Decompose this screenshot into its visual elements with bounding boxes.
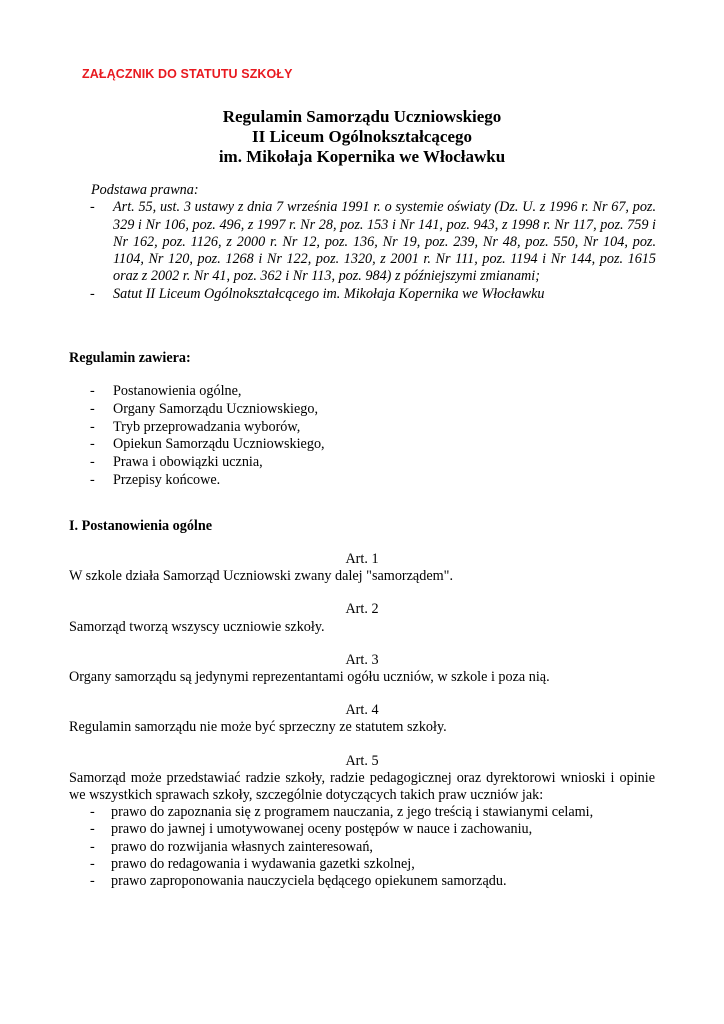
article-number: Art. 5 — [345, 752, 379, 769]
legal-basis-item-text: Art. 55, ust. 3 ustawy z dnia 7 września 1991 r. o systemie oświaty (Dz. U. z 1996 r. Nr 67, poz. 329 i Nr 106, poz. 496, z 1997 r. Nr 28, poz. 153 i Nr 141, poz. 943, z 1998 r. Nr 117, poz. 759 i Nr 162, poz. 1126, z 2000 r. Nr 12, poz. 136, Nr 19, poz. 239, Nr 48, poz. 550, Nr 104, poz. 1104, Nr 120, poz. 1268 i Nr 122, poz. 1320, z 2001 r. Nr 111, poz. 1194 i Nr 144, poz. 1615 oraz z 2002 r. Nr 41, poz. 362 i Nr 113, poz. 984) z późniejszymi zmianami; — [113, 199, 656, 285]
article-number: Art. 1 — [345, 551, 379, 567]
article-number: Art. 3 — [345, 651, 379, 668]
dash-marker: - — [90, 471, 95, 488]
list-item — [90, 436, 325, 454]
article-text: W szkole działa Samorząd Uczniowski zwany dalej "samorządem". — [69, 568, 453, 585]
list-item-text: prawo do rozwijania własnych zainteresowań, — [111, 838, 373, 855]
dash-marker: - — [90, 454, 95, 471]
dash-marker: - — [90, 804, 95, 821]
dash-marker: - — [90, 400, 95, 417]
list-item-text: prawo do jawnej i umotywowanej oceny postępów w nauce i zachowaniu, — [111, 821, 533, 838]
list-item-text: Przepisy końcowe. — [113, 471, 221, 488]
article-text: Regulamin samorządu nie może być sprzeczny ze statutem szkoły. — [69, 719, 447, 736]
rights-list — [90, 804, 655, 890]
dash-marker: - — [90, 821, 95, 838]
title-line-3: im. Mikołaja Kopernika we Włocławku — [218, 147, 506, 166]
article-number: Art. 4 — [345, 702, 379, 719]
legal-basis-item-text: Satut II Liceum Ogólnokształcącego im. Mikołaja Kopernika we Włocławku — [113, 285, 545, 302]
list-item — [90, 804, 655, 821]
document-title — [0, 107, 724, 167]
list-item-text: prawo do redagowania i wydawania gazetki szkolnej, — [111, 855, 415, 872]
article-text: Samorząd tworzą wszyscy uczniowie szkoły. — [69, 618, 325, 635]
article-text: Organy samorządu są jedynymi reprezentantami ogółu uczniów, w szkole i poza nią. — [69, 669, 550, 686]
dash-marker: - — [90, 383, 95, 399]
list-item — [90, 856, 655, 873]
list-item — [90, 839, 655, 856]
dash-marker: - — [90, 285, 95, 302]
dash-marker: - — [90, 418, 95, 435]
article-text: Samorząd może przedstawiać radzie szkoły, radzie pedagogicznej oraz dyrektorowi wnioski i opinie we wszystkich sprawach szkoły, szczególnie dotyczących takich praw uczniów jak: — [69, 769, 655, 804]
dash-marker: - — [90, 838, 95, 855]
list-item — [90, 873, 655, 890]
list-item-text: prawo zaproponowania nauczyciela będącego opiekunem samorządu. — [111, 873, 507, 890]
dash-marker: - — [90, 873, 95, 890]
list-item-text: Postanowienia ogólne, — [113, 383, 242, 399]
legal-basis-item — [90, 199, 656, 285]
list-item — [90, 472, 325, 490]
legal-basis-label: Podstawa prawna: — [91, 182, 199, 198]
list-item — [90, 401, 325, 419]
dash-marker: - — [90, 855, 95, 872]
list-item-text: prawo do zapoznania się z programem nauczania, z jego treścią i stawianymi celami, — [111, 804, 594, 821]
contents-heading: Regulamin zawiera: — [69, 350, 191, 366]
list-item — [90, 821, 655, 838]
article-number: Art. 2 — [345, 601, 379, 618]
dash-marker: - — [90, 436, 95, 453]
list-item — [90, 454, 325, 472]
list-item-text: Opiekun Samorządu Uczniowskiego, — [113, 436, 325, 453]
list-item — [90, 383, 325, 401]
articles — [69, 551, 655, 890]
title-line-2: II Liceum Ogólnokształcącego — [251, 127, 473, 146]
contents-list — [90, 383, 325, 490]
legal-basis-item — [90, 286, 656, 303]
list-item-text: Tryb przeprowadzania wyborów, — [113, 418, 301, 435]
legal-basis — [90, 182, 656, 303]
section-heading: I. Postanowienia ogólne — [69, 518, 213, 534]
list-item-text: Prawa i obowiązki ucznia, — [113, 454, 263, 471]
annex-title: ZAŁĄCZNIK DO STATUTU SZKOŁY — [82, 67, 293, 81]
list-item-text: Organy Samorządu Uczniowskiego, — [113, 400, 319, 417]
dash-marker: - — [90, 199, 95, 216]
list-item — [90, 419, 325, 437]
title-line-1: Regulamin Samorządu Uczniowskiego — [222, 107, 502, 126]
